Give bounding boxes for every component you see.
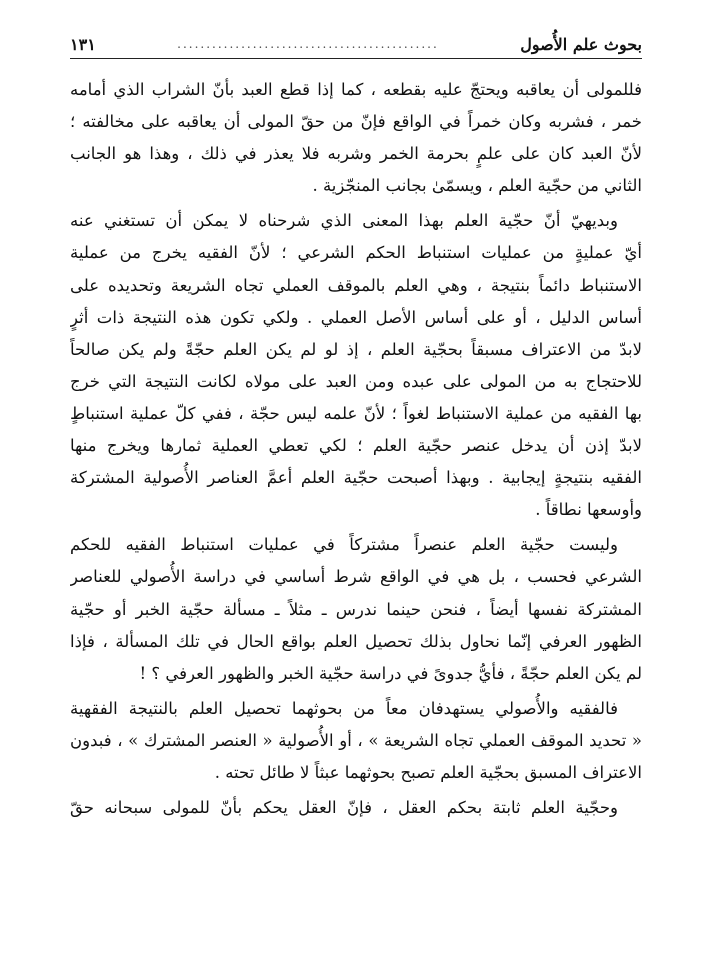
paragraph (70, 693, 642, 789)
paragraph (70, 529, 642, 689)
text-line: بها الفقيه من عملية الاستنباط لغواً ؛ لأنّ علمه ليس حجّة ، ففي كلّ عملية استنباطٍ (70, 403, 642, 423)
header-title: بحوث علم الأُصول (520, 34, 642, 54)
text-line: لابدّ من الاعتراف مسبقاً بحجّية العلم ، إذ لو لم يكن العلم حجّةً ولم يكن صالحاً (70, 339, 642, 359)
text-line: الاعتراف المسبق بحجّية العلم تصبح بحوثهما عبثاً لا طائل تحته . (214, 762, 642, 782)
paragraph (70, 792, 642, 824)
paragraph (70, 74, 642, 202)
text-line: الثاني من حجّية العلم ، ويسمّىٰ بجانب المنجّزية . (312, 176, 642, 196)
text-line: المشتركة نفسها أيضاً ، فنحن حينما ندرس ـ مثلاً ـ مسألة حجّية الخبر أو حجّية (70, 599, 642, 619)
text-line: لابدّ إذن أن يدخل عنصر حجّية العلم ؛ لكي تعطي العملية ثمارها ويخرج منها (70, 436, 642, 456)
text-line: وبديهيّ أنّ حجّية العلم بهذا المعنى الذي شرحناه لا يمكن أن تستغني عنه (70, 211, 618, 231)
text-line: أيّ عمليةٍ من عمليات استنباط الحكم الشرعي ؛ لأنّ الفقيه يخرج من عملية (70, 243, 642, 263)
text-line: أساس الدليل ، أو على أساس الأصل العملي . ولكي تكون هذه النتيجة ذات أثرٍ (70, 307, 642, 327)
text-line: الشرعي فحسب ، بل هي في الواقع شرط أساسي في دراسة الأُصولي للعناصر (70, 567, 642, 587)
page-number: ١٣١ (70, 34, 96, 54)
text-line: للاحتجاج به من المولى على عبده ومن العبد على مولاه لكانت النتيجة التي خرج (70, 371, 642, 391)
text-line: الاستنباط دائماً بنتيجة ، وهي العلم بالموقف العملي تجاه الشريعة وتحديده على (70, 275, 642, 295)
page-body (70, 74, 642, 827)
running-header (70, 30, 642, 59)
text-line: وأوسعها نطاقاً . (535, 500, 642, 520)
text-line: فللمولى أن يعاقبه ويحتجّ عليه بقطعه ، كما إذا قطع العبد بأنّ الشراب الذي أمامه (70, 80, 642, 99)
text-line: « تحديد الموقف العملي تجاه الشريعة » ، أو الأُصولية « العنصر المشترك » ، فبدون (70, 730, 642, 750)
text-line: لأنّ العبد كان على علمٍ بحرمة الخمر وشربه فلا يعذر في ذلك ، وهذا هو الجانب (70, 144, 642, 164)
text-line: وليست حجّية العلم عنصراً مشتركاً في عمليات استنباط الفقيه للحكم (70, 535, 618, 555)
text-line: فالفقيه والأُصولي يستهدفان معاً من بحوثهما تحصيل العلم بالنتيجة الفقهية (70, 698, 618, 718)
text-line: لم يكن العلم حجّةً ، فأيُّ جدوىً في دراسة حجّية الخبر والظهور العرفي ؟ ! (139, 663, 642, 683)
header-leader-dots: ............................................. (177, 37, 439, 51)
text-line: وحجّية العلم ثابتة بحكم العقل ، فإنّ العقل يحكم بأنّ للمولى سبحانه حقّ (70, 798, 618, 818)
text-line: الفقيه بنتيجةٍ إيجابية . وبهذا أصبحت حجّية العلم أعمَّ العناصر الأُصولية المشتركة (70, 468, 642, 488)
text-line: خمر ، فشربه وكان خمراً في الواقع فإنّ من حقّ المولى أن يعاقبه على مخالفته ؛ (70, 112, 642, 132)
paragraph (70, 205, 642, 526)
text-line: الظهور العرفي إنّما نحاول بذلك تحصيل العلم بواقع الحال في تلك المسألة ، فإذا (70, 631, 642, 651)
